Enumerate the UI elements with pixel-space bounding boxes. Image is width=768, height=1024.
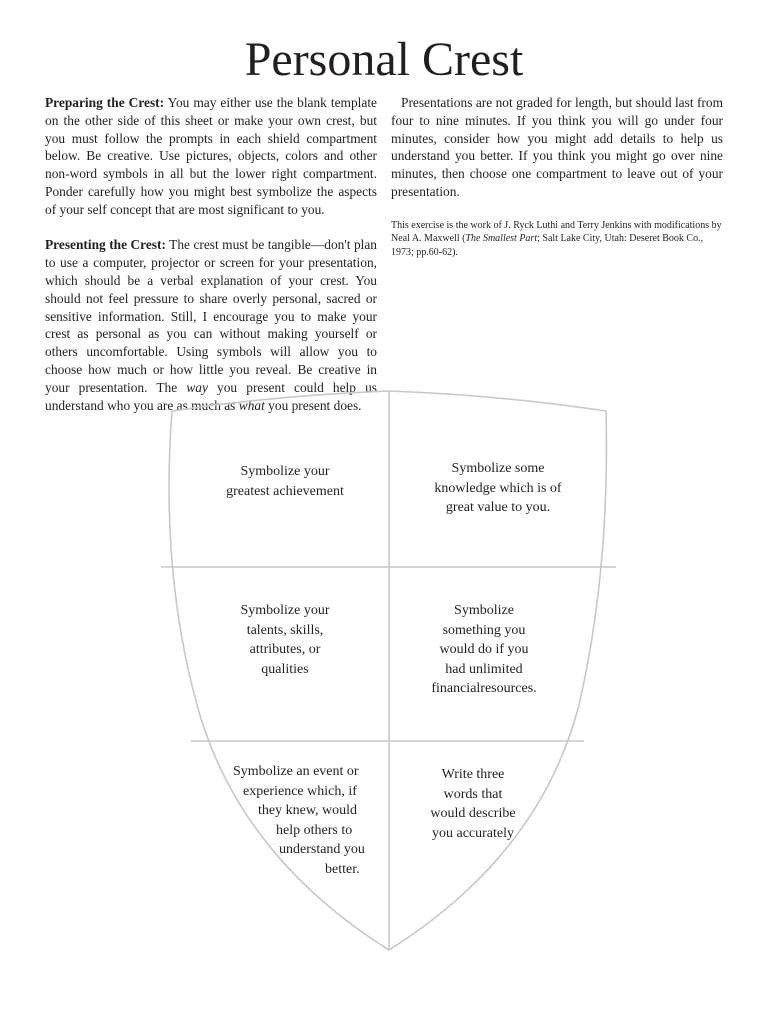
presenting-text-2: you present could help us understand who you are as much as xyxy=(45,379,378,413)
credit-text-1: This exercise is the work of J. Ryck Luthi and Terry Jenkins with modifications by Neal A. Maxwell ( xyxy=(391,219,722,245)
preparing-text: You may either use the blank template on the other side of this sheet or make your own crest, but you must follow the prompts in each shield compartment below. Be creative. Use pictures, objects, colors and other non-word symbols in all but the lower right compartment. Ponder carefully how you might best symbolize the aspects of your self concept that are most significant to you. xyxy=(45,95,377,217)
compartment-line: words that xyxy=(443,786,503,802)
presenting-text-3: you present does. xyxy=(268,397,362,413)
length-paragraph: Presentations are not graded for length, but should last from four to nine minutes. If you think you will go under four minutes, consider how you might add details to help us understand you better. If you think you might go over nine minutes, then choose one compartment to leave out of your presentation. xyxy=(391,95,723,199)
presenting-label: Presenting the Crest: xyxy=(45,237,166,253)
preparing-label: Preparing the Crest: xyxy=(45,95,165,110)
compartment-line: financialresources. xyxy=(431,681,537,697)
credit-text-2: ; Salt Lake City, Utah: Deseret Book Co., 1973; pp.60-62). xyxy=(391,233,704,258)
compartment-mid-left xyxy=(181,601,389,679)
compartment-top-right xyxy=(389,459,607,518)
compartment-line: help others to xyxy=(276,822,353,838)
compartment-mid-right xyxy=(384,601,584,699)
page-title: Personal Crest xyxy=(244,33,524,86)
compartment-line: greatest achievement xyxy=(226,483,344,499)
compartment-line: something you xyxy=(442,622,526,638)
compartment-line: would describe xyxy=(430,806,516,822)
compartment-line: talents, skills, xyxy=(246,622,324,638)
presenting-em-way: way xyxy=(186,379,208,395)
compartment-line: they knew, would xyxy=(258,803,358,819)
compartment-line: understand you xyxy=(279,842,365,858)
compartment-line: better. xyxy=(325,861,360,877)
compartment-bottom-right xyxy=(389,765,557,843)
compartment-bottom-left xyxy=(214,762,394,880)
presenting-text-1: The crest must be tangible—don't plan to use a computer, projector or screen for your presentation, which should be a verbal explanation of your crest. You should not feel pressure to share overly personal, sacred or sensitive information. Still, I encourage you to make your crest as personal as you can without making yourself or others uncomfortable. Using symbols will allow you to choose how much or how little you reveal. Be creative in your presentation. The xyxy=(45,237,377,395)
presenting-em-what: what xyxy=(238,397,265,413)
compartment-line: attributes, or xyxy=(249,642,321,658)
compartment-line: had unlimited xyxy=(445,661,523,677)
compartment-line: Symbolize your xyxy=(240,464,330,479)
compartment-line: you accurately xyxy=(431,825,514,841)
compartment-line: knowledge which is of xyxy=(434,480,562,496)
compartment-line: great value to you. xyxy=(445,500,551,516)
compartment-line: Write three xyxy=(441,767,505,782)
compartment-line: Symbolize xyxy=(454,603,514,618)
compartment-line: Symbolize your xyxy=(240,603,330,618)
compartment-top-left xyxy=(181,462,389,501)
compartment-line: experience which, if xyxy=(243,783,357,799)
compartment-line: Symbolize an event or xyxy=(233,764,359,779)
credit-book-title: The Smallest Part xyxy=(465,233,538,245)
compartment-line: Symbolize some xyxy=(451,461,545,476)
compartment-line: would do if you xyxy=(439,642,529,658)
compartment-line: qualities xyxy=(261,661,309,677)
